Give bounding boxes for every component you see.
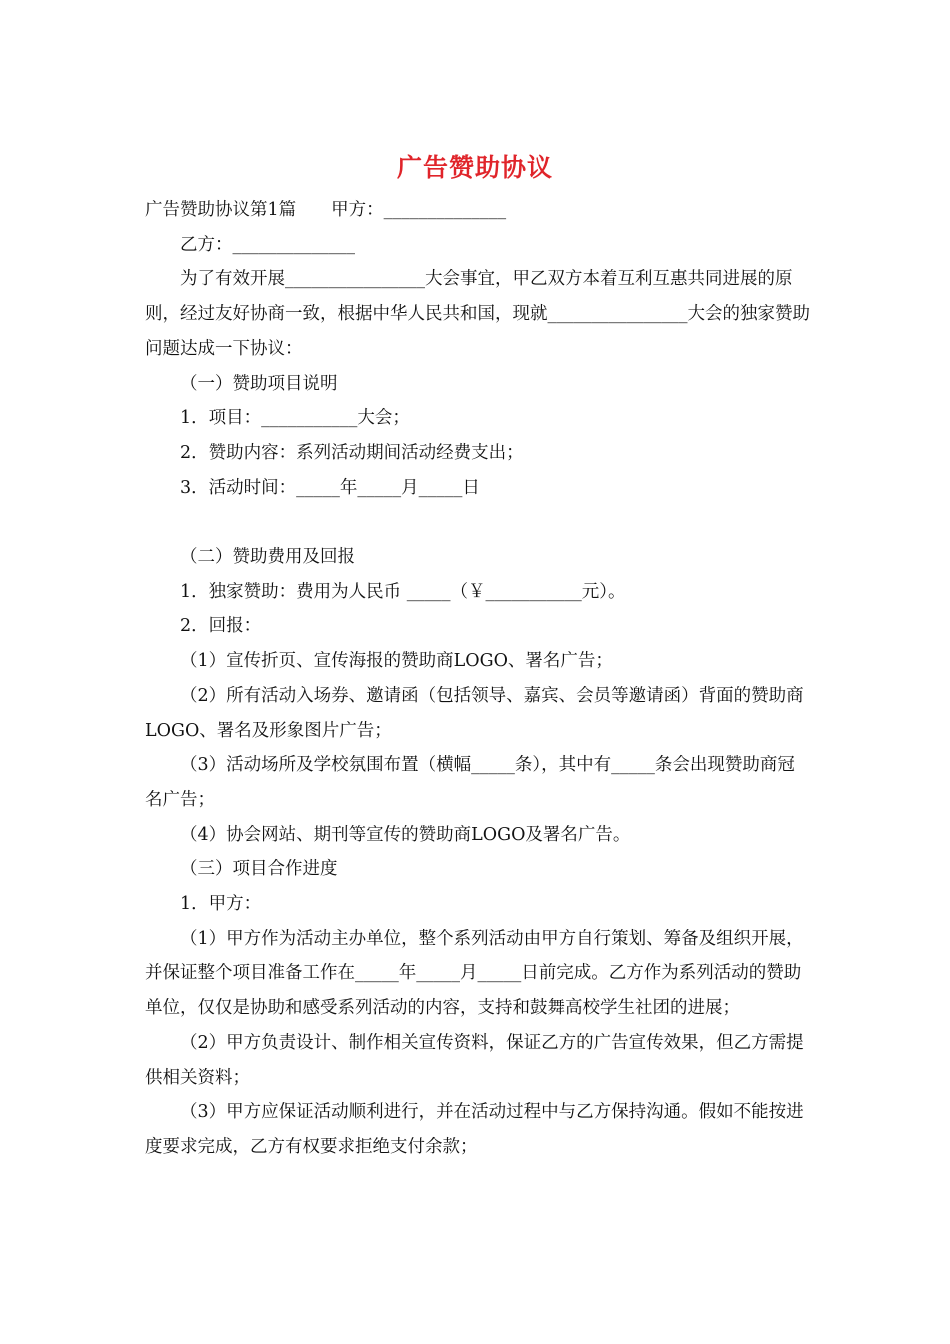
paragraph-item: （2）所有活动入场券、邀请函（包括领导、嘉宾、会员等邀请函）背面的赞助商LOGO、署名及形象图片广告； (145, 685, 804, 741)
paragraph-heading-parties: 广告赞助协议第1篇 甲方：______________ (145, 200, 507, 220)
paragraph-item: （3）活动场所及学校氛围布置（横幅_____条），其中有_____条会出现赞助商冠名广告； (145, 755, 795, 810)
paragraph-party-b: 乙方：______________ (180, 234, 355, 255)
section-heading-2: （二）赞助费用及回报 (180, 547, 355, 568)
paragraph-item: 1．独家赞助：费用为人民币 _____（￥___________元）。 (180, 581, 626, 602)
paragraph-item: 1．甲方： (180, 894, 262, 915)
paragraph-item: 2．回报： (180, 616, 262, 637)
paragraph-item: 3．活动时间：_____年_____月_____日 (180, 477, 480, 498)
paragraph-item: 1．项目：___________大会； (180, 408, 410, 429)
blank-line (145, 505, 810, 540)
paragraph-item: （2）甲方负责设计、制作相关宣传资料，保证乙方的广告宣传效果，但乙方需提供相关资料； (145, 1032, 804, 1088)
paragraph-item: （1）宣传折页、宣传海报的赞助商LOGO、署名广告； (180, 651, 613, 672)
section-heading-1: （一）赞助项目说明 (180, 373, 338, 394)
paragraph-item: （4）协会网站、期刊等宣传的赞助商LOGO及署名广告。 (180, 824, 631, 845)
paragraph-item: （3）甲方应保证活动顺利进行，并在活动过程中与乙方保持沟通。假如不能按进度要求完成，乙方有权要求拒绝支付余款； (145, 1102, 804, 1157)
section-heading-3: （三）项目合作进度 (180, 859, 338, 880)
paragraph-item: （1）甲方作为活动主办单位，整个系列活动由甲方自行策划、筹备及组织开展，并保证整个项目准备工作在_____年_____月_____日前完成。乙方作为系列活动的赞助单位，仅仅是协助和感受系列活动的内容，支持和鼓舞高校学生社团的进展； (145, 928, 804, 1019)
paragraph-preamble: 为了有效开展________________大会事宜，甲乙双方本着互利互惠共同进展的原则，经过友好协商一致，根据中华人民共和国，现就________________大会的独家赞助问题达成一下协议： (145, 269, 810, 359)
document-title: 广告赞助协议 (396, 153, 553, 182)
paragraph-item: 2．赞助内容：系列活动期间活动经费支出； (180, 442, 524, 463)
document-body (145, 193, 810, 1165)
